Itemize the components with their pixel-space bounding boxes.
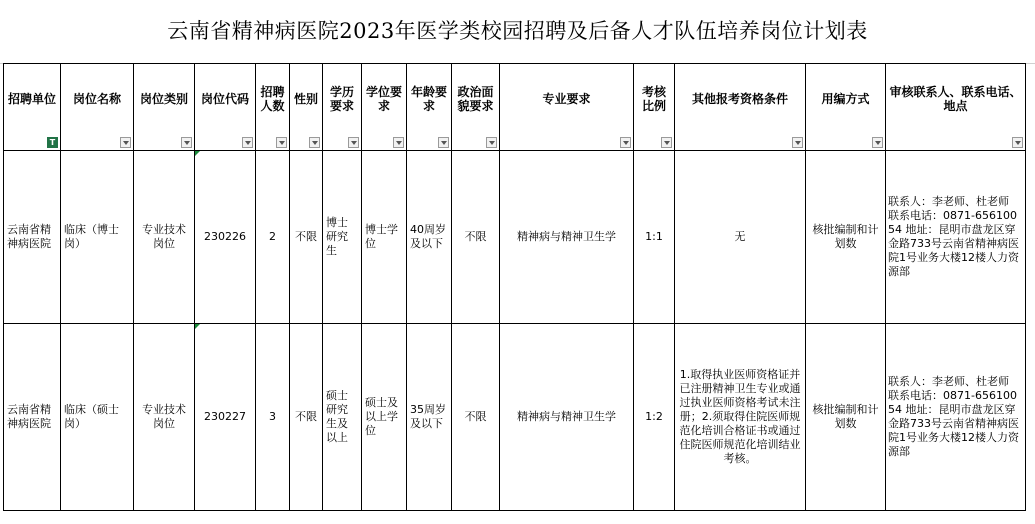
filter-dropdown-icon[interactable] — [348, 137, 359, 148]
cell-education[interactable]: 博士研究生 — [323, 151, 362, 324]
cell-education[interactable]: 硕士研究生及以上 — [323, 324, 362, 511]
cell-gender[interactable]: 不限 — [290, 324, 323, 511]
filter-dropdown-icon[interactable] — [276, 137, 287, 148]
filter-dropdown-icon[interactable] — [438, 137, 449, 148]
cell-count[interactable]: 2 — [256, 151, 290, 324]
cell-code[interactable]: 230226 — [195, 151, 256, 324]
filter-dropdown-icon[interactable] — [872, 137, 883, 148]
header-code: 岗位代码 — [195, 64, 256, 151]
cell-other[interactable]: 1.取得执业医师资格证并已注册精神卫生专业或通过执业医师资格考试未注册；2.须取得住院医师规范化培训合格证书或通过住院医师规范化培训结业考核。 — [675, 324, 806, 511]
cell-ratio[interactable]: 1:1 — [634, 151, 675, 324]
cell-gender[interactable]: 不限 — [290, 151, 323, 324]
cell-degree[interactable]: 博士学位 — [362, 151, 407, 324]
cell-contact[interactable]: 联系人：李老师、杜老师 联系电话：0871-65610054 地址：昆明市盘龙区穿金路733号云南省精神病医院1号业务大楼12楼人力资源部 — [886, 324, 1026, 511]
filter-dropdown-icon[interactable] — [486, 137, 497, 148]
header-contact: 审核联系人、联系电话、地点 — [886, 64, 1026, 151]
header-gender: 性别 — [290, 64, 323, 151]
filter-dropdown-icon[interactable] — [393, 137, 404, 148]
filter-dropdown-icon[interactable] — [120, 137, 131, 148]
header-staffing: 用编方式 — [806, 64, 886, 151]
cell-politics[interactable]: 不限 — [452, 151, 500, 324]
cell-count[interactable]: 3 — [256, 324, 290, 511]
table-row — [4, 324, 1026, 511]
recruitment-table — [3, 63, 1026, 511]
header-major: 专业要求 — [500, 64, 634, 151]
cell-degree[interactable]: 硕士及以上学位 — [362, 324, 407, 511]
header-education: 学历要求 — [323, 64, 362, 151]
filter-dropdown-icon[interactable] — [309, 137, 320, 148]
cell-age[interactable]: 35周岁及以下 — [407, 324, 452, 511]
header-unit: 招聘单位 T — [4, 64, 61, 151]
cell-staffing[interactable]: 核批编制和计划数 — [806, 324, 886, 511]
cell-other[interactable]: 无 — [675, 151, 806, 324]
header-category: 岗位类别 — [134, 64, 195, 151]
cell-category[interactable]: 专业技术岗位 — [134, 151, 195, 324]
cell-politics[interactable]: 不限 — [452, 324, 500, 511]
filter-dropdown-icon[interactable] — [661, 137, 672, 148]
cell-position[interactable]: 临床（硕士岗） — [61, 324, 134, 511]
cell-contact[interactable]: 联系人：李老师、杜老师 联系电话：0871-65610054 地址：昆明市盘龙区穿金路733号云南省精神病医院1号业务大楼12楼人力资源部 — [886, 151, 1026, 324]
header-position: 岗位名称 — [61, 64, 134, 151]
header-degree: 学位要求 — [362, 64, 407, 151]
header-other: 其他报考资格条件 — [675, 64, 806, 151]
cell-major[interactable]: 精神病与精神卫生学 — [500, 151, 634, 324]
table-row — [4, 151, 1026, 324]
filter-dropdown-icon[interactable] — [1012, 137, 1023, 148]
header-count: 招聘人数 — [256, 64, 290, 151]
cell-unit[interactable]: 云南省精神病医院 — [4, 151, 61, 324]
sheet-title: 云南省精神病医院2023年医学类校园招聘及后备人才队伍培养岗位计划表 — [0, 0, 1035, 64]
header-row — [4, 64, 1026, 151]
cell-category[interactable]: 专业技术岗位 — [134, 324, 195, 511]
header-politics: 政治面貌要求 — [452, 64, 500, 151]
cell-major[interactable]: 精神病与精神卫生学 — [500, 324, 634, 511]
cell-code[interactable]: 230227 — [195, 324, 256, 511]
filter-dropdown-icon[interactable] — [620, 137, 631, 148]
filter-dropdown-icon[interactable] — [242, 137, 253, 148]
filter-dropdown-icon[interactable] — [792, 137, 803, 148]
filter-active-icon[interactable]: T — [47, 137, 58, 148]
cell-position[interactable]: 临床（博士岗） — [61, 151, 134, 324]
header-ratio: 考核比例 — [634, 64, 675, 151]
header-age: 年龄要求 — [407, 64, 452, 151]
cell-staffing[interactable]: 核批编制和计划数 — [806, 151, 886, 324]
cell-ratio[interactable]: 1:2 — [634, 324, 675, 511]
cell-unit[interactable]: 云南省精神病医院 — [4, 324, 61, 511]
cell-age[interactable]: 40周岁及以下 — [407, 151, 452, 324]
filter-dropdown-icon[interactable] — [181, 137, 192, 148]
